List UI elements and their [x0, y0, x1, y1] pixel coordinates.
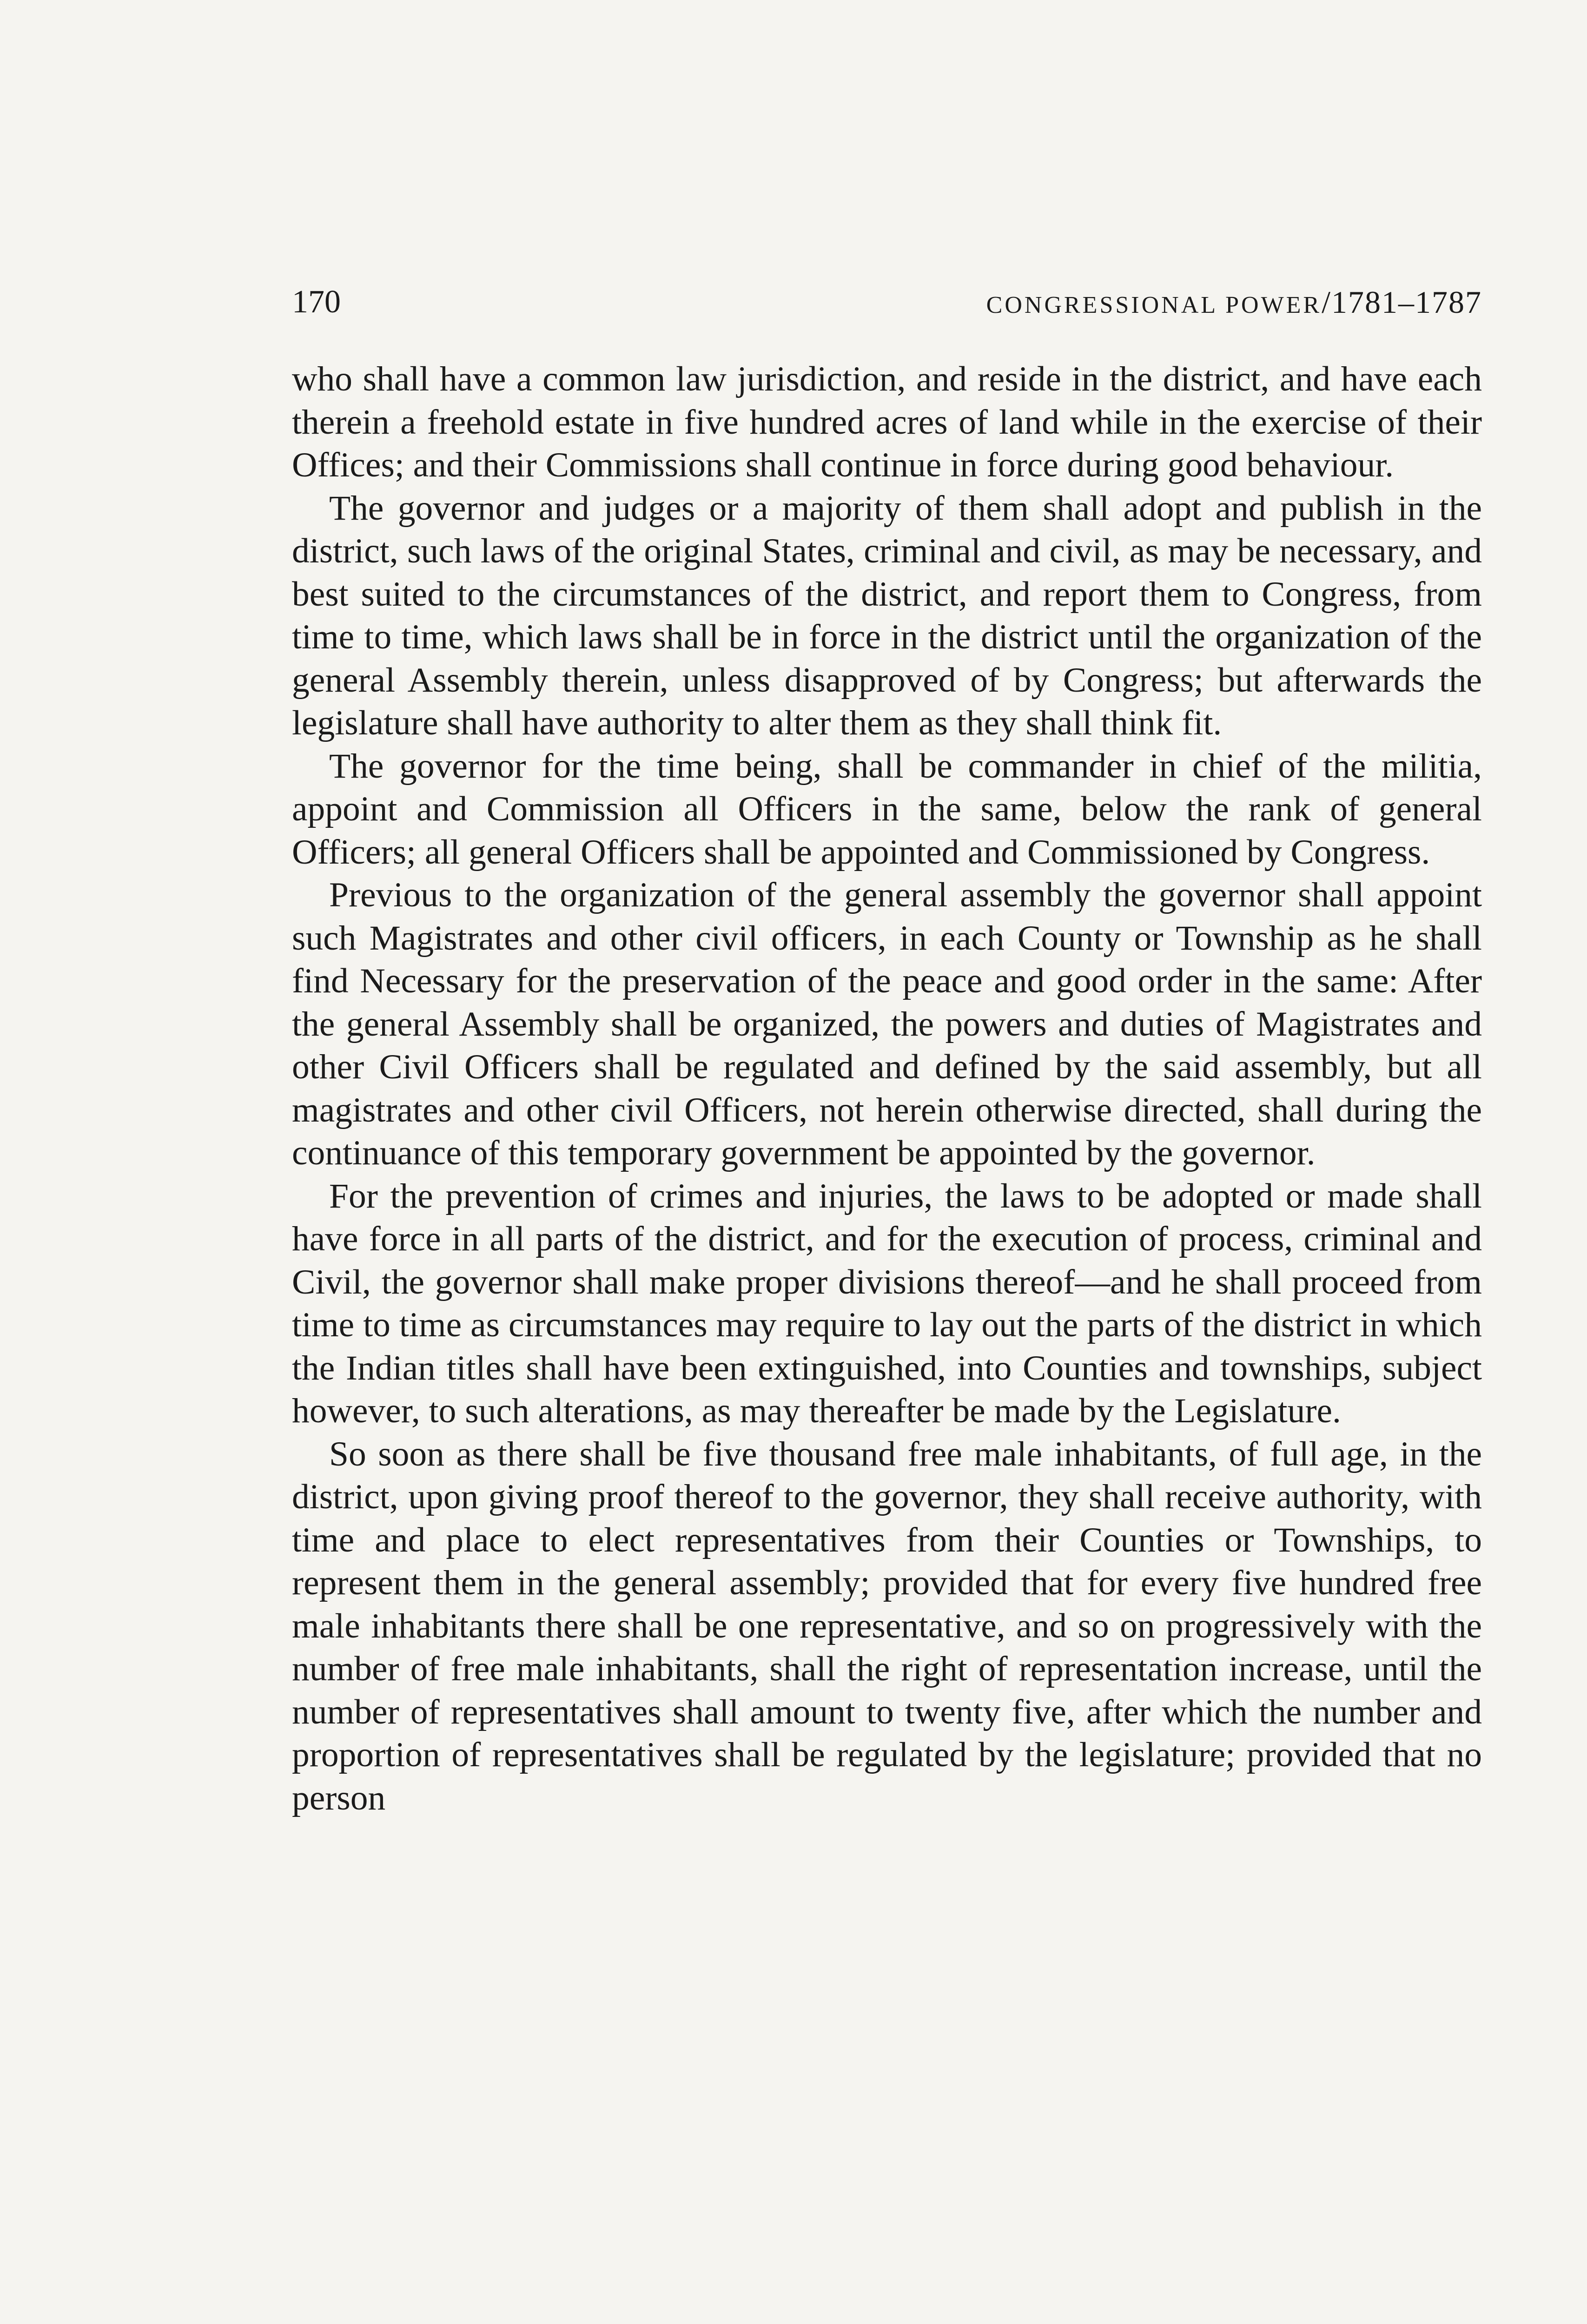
paragraph: For the prevention of crimes and injuries, the laws to be adopted or made shall have force in all parts of the district, and for the execution of process, criminal and Civil, the governor shall make proper divisions thereof—and he shall proceed from time to time as circumstances may require to lay out the parts of the district in which the Indian titles shall have been extinguished, into Counties and townships, subject however, to such alterations, as may thereafter be made by the Legislature.	[292, 1176, 1482, 1430]
paragraph: So soon as there shall be five thousand free male inhabitants, of full age, in the district, upon giving proof thereof to the governor, they shall receive authority, with time and place to elect representatives from their Counties or Townships, to represent them in the general assembly; provided that for every five hundred free male inhabitants there shall be one representative, and so on progressively with the number of free male inhabitants, shall the right of representation increase, until the number of representatives shall amount to twenty five, after which the number and proportion of representatives shall be regulated by the legislature; provided that no person	[292, 1434, 1482, 1817]
running-head	[292, 279, 1482, 325]
running-head-years: /1781–1787	[1322, 284, 1482, 320]
paragraph-continued: who shall have a common law jurisdiction, and reside in the district, and have each therein a freehold estate in five hundred acres of land while in the exercise of their Offices; and their Commissions shall continue in force during good behaviour.	[292, 360, 1482, 484]
page-number: 170	[292, 284, 341, 320]
body-text	[292, 358, 1482, 1820]
running-head-title	[986, 279, 1482, 329]
paragraph: The governor and judges or a majority of them shall adopt and publish in the district, such laws of the original States, criminal and civil, as may be necessary, and best suited to the circumstances of the district, and report them to Congress, from time to time, which laws shall be in force in the district until the organization of the general Assembly therein, unless disapproved of by Congress; but afterwards the legislature shall have authority to alter them as they shall think fit.	[292, 489, 1482, 742]
running-head-smallcaps: CONGRESSIONAL POWER	[986, 292, 1322, 318]
paragraph: Previous to the organization of the general assembly the governor shall appoint such Magistrates and other civil officers, in each County or Township as he shall find Necessary for the preservation of the peace and good order in the same: After the general Assembly shall be organized, the powers and duties of Magistrates and other Civil Officers shall be regulated and defined by the said assembly, but all magistrates and other civil Officers, not herein otherwise directed, shall during the continuance of this temporary government be appointed by the governor.	[292, 876, 1482, 1172]
paragraph: The governor for the time being, shall be commander in chief of the militia, appoint and Commission all Officers in the same, below the rank of general Officers; all general Officers shall be appointed and Commissioned by Congress.	[292, 746, 1482, 872]
